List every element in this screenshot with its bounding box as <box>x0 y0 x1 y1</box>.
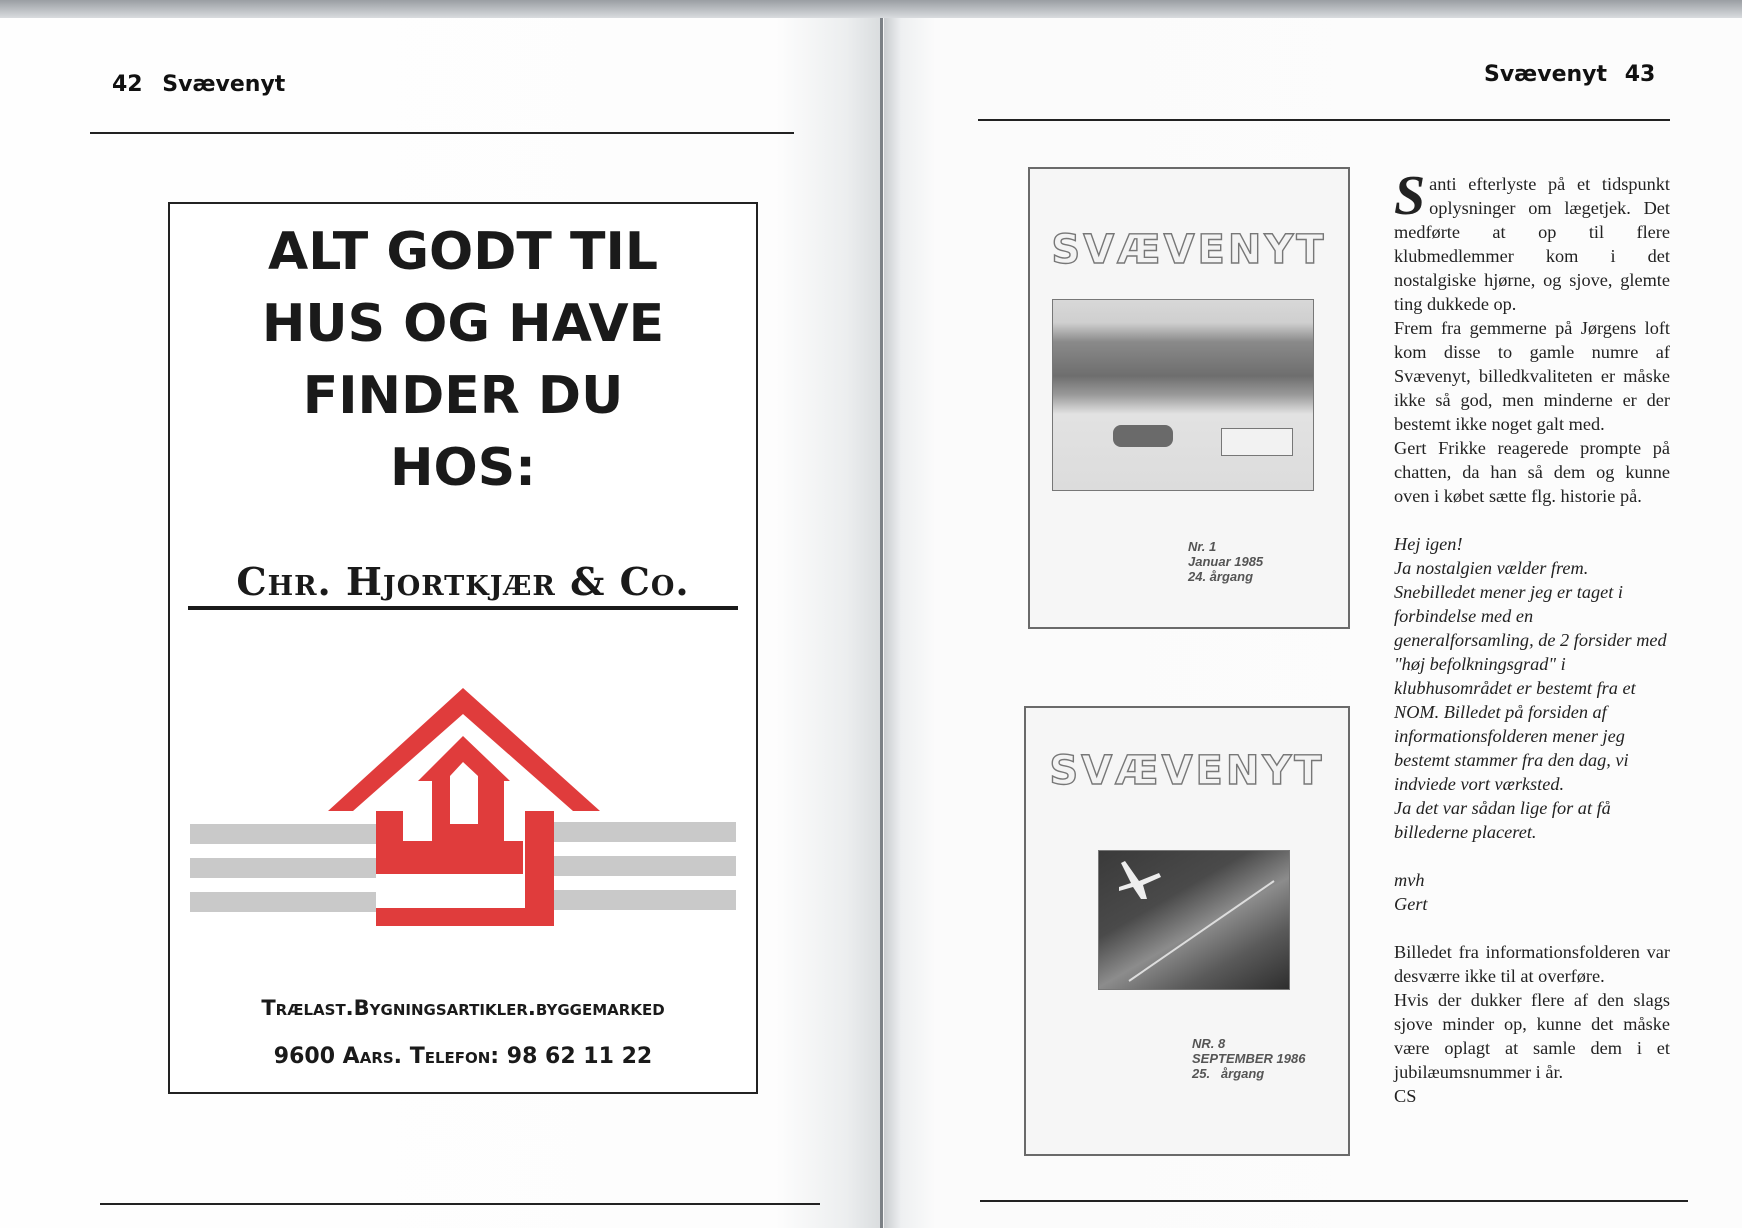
cover-masthead: SVÆVENYT <box>1049 748 1325 794</box>
cover-issue-number: NR. 8 <box>1192 1036 1226 1051</box>
page-number: 42 <box>112 72 143 97</box>
footer-rule <box>100 1203 820 1205</box>
cover-issue-volume: 24. årgang <box>1188 569 1254 584</box>
article-paragraph: Frem fra gemmerne på Jørgens loft kom disse to gamle numre af Svævenyt, billedkvaliteten er måske ikke så god, men minderne er der bestemt ikke noget galt med. <box>1394 318 1670 434</box>
letter-signature: Gert <box>1394 894 1428 914</box>
article-paragraph: Hvis der dukker flere af den slags sjove minder op, kunne det måske være oplagt at samle dem i et jubilæumsnummer i år. <box>1394 990 1670 1082</box>
ad-company-name: Chr. Hjortkjær & Co. <box>188 559 738 610</box>
ad-headline <box>170 216 756 504</box>
article <box>1394 165 1670 1108</box>
ad-address: 9600 Aars. Telefon: 98 62 11 22 <box>273 1044 653 1069</box>
scanner-edge <box>0 0 1742 18</box>
magazine-cover-1985 <box>1028 167 1350 629</box>
ad-headline-line: FINDER DU <box>302 366 624 426</box>
ad-headline-line: HUS OG HAVE <box>261 294 665 354</box>
right-running-head <box>1484 62 1655 87</box>
cover-issue-number: Nr. 1 <box>1188 539 1217 554</box>
house-logo-icon <box>188 676 738 926</box>
trees-shape <box>1113 425 1173 447</box>
drop-cap: S <box>1394 165 1426 227</box>
glider-icon <box>1099 851 1289 989</box>
letter-body: Ja nostalgien vælder frem. Snebilledet mener jeg er taget i forbindelse med en generalforsamling, de 2 forsider med "høj befolkningsgrad" i klubhusområdet er bestemt fra et NOM. Billedet på forsiden af informationsfolderen mener jeg bestemt stammer fra den dag, vi indviede vort værksted. <box>1394 558 1667 794</box>
ad-products: Trælast.Bygningsartikler.byggemarked <box>261 996 665 1020</box>
magazine-title: Svævenyt <box>1484 62 1608 87</box>
magazine-cover-1986 <box>1024 706 1350 1156</box>
letter-greeting: Hej igen! <box>1394 534 1463 554</box>
snow-airfield-photo <box>1052 299 1314 491</box>
article-paragraph: Billedet fra informationsfolderen var desværre ikke til at overføre. <box>1394 942 1670 986</box>
cover-masthead: SVÆVENYT <box>1051 227 1327 273</box>
cover-issue-date: Januar 1985 <box>1188 554 1264 569</box>
ad-headline-line: HOS: <box>390 438 536 498</box>
book-gutter <box>880 18 883 1228</box>
magazine-title: Svævenyt <box>162 72 286 97</box>
left-running-head <box>112 72 285 97</box>
glider-airfield-photo <box>1098 850 1290 990</box>
cover-issue-volume: 25. årgang <box>1192 1066 1265 1081</box>
header-rule <box>978 119 1670 121</box>
hangar-shape <box>1221 428 1293 456</box>
article-intro <box>1394 165 1670 316</box>
author-initials: CS <box>1394 1086 1417 1106</box>
article-paragraph: Gert Frikke reagerede prompte på chatten, da han så dem og kunne oven i købet sætte flg. historie på. <box>1394 438 1670 506</box>
footer-rule <box>980 1200 1688 1202</box>
page-number: 43 <box>1624 62 1656 87</box>
letter-end: Ja det var sådan lige for at få billederne placeret. <box>1394 798 1611 842</box>
advertisement <box>168 202 758 1094</box>
cover-issue-info <box>1192 1036 1305 1081</box>
letter-signoff: mvh <box>1394 870 1425 890</box>
cover-issue-info <box>1188 539 1263 584</box>
ad-headline-line: ALT GODT TIL <box>268 222 658 282</box>
header-rule <box>90 132 794 134</box>
cover-issue-date: SEPTEMBER 1986 <box>1192 1051 1306 1066</box>
article-intro-text: anti efterlyste på et tidspunkt oplysninger om lægetjek. Det medførte at op til flere klubmedlemmer kom i det nostalgiske hjørne, og sjove, glemte ting dukkede op. <box>1394 174 1670 314</box>
